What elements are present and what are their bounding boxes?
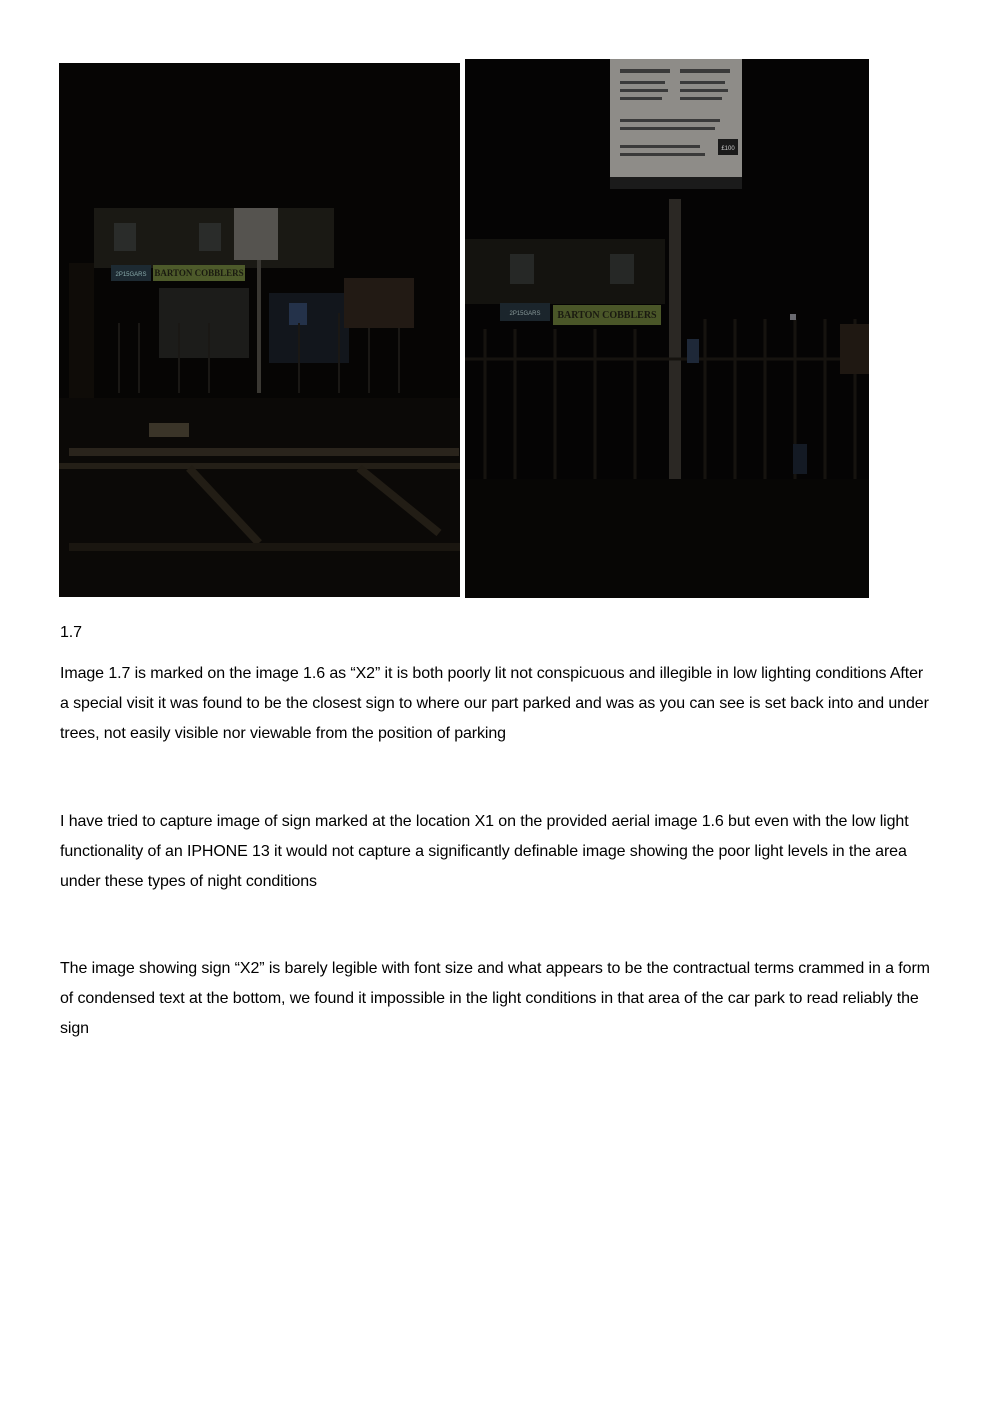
night-photo-right — [465, 59, 869, 598]
night-scene-left — [59, 63, 460, 597]
background-lit-area — [344, 278, 414, 328]
paragraph-text: The image showing sign “X2” is barely legible with font size and what appears to be the contractual terms crammed in a form of condensed text at the bottom, we found it impossible in the light conditions in that area of the car park to read reliably the sign — [60, 960, 930, 1037]
barton-cobblers-sign-text: BARTON COBBLERS — [154, 268, 244, 278]
barrier-rail — [59, 463, 460, 469]
building-wall — [465, 239, 665, 304]
barrier-rail — [69, 448, 459, 456]
section-number-text: 1.7 — [60, 624, 82, 641]
debris — [149, 423, 189, 437]
lit-window — [289, 303, 307, 325]
window — [199, 223, 221, 251]
night-photo-left — [59, 63, 460, 597]
paragraph-2 — [60, 807, 932, 897]
paragraph-text: Image 1.7 is marked on the image 1.6 as “X2” it is both poorly lit not conspicuous and illegible in low lighting conditions After a special visit it was found to be the closest sign to where our part parked and was as you can see is set back into and under trees, not easily visible nor viewable from the position of parking — [60, 665, 929, 742]
parking-sign-board — [234, 208, 278, 260]
background-lit-area — [840, 324, 869, 374]
parking-sign-board — [610, 59, 742, 177]
window — [610, 254, 634, 284]
kerb — [69, 543, 460, 551]
night-scene-right — [465, 59, 869, 598]
ground — [465, 479, 869, 598]
barton-cobblers-sign-text: BARTON COBBLERS — [557, 310, 657, 321]
small-shop-sign-text: 2P15GARS — [115, 272, 147, 278]
section-number — [60, 618, 932, 648]
tree-trunk — [69, 263, 94, 403]
reflection — [793, 444, 807, 474]
small-shop-sign-text: 2P15GARS — [509, 311, 541, 317]
street-light — [790, 314, 796, 320]
paragraph-3 — [60, 954, 932, 1044]
paragraph-text: I have tried to capture image of sign marked at the location X1 on the provided aerial image 1.6 but even with the low light functionality of an IPHONE 13 it would not capture a significantly definable image showing the poor light levels in the area under these types of night conditions — [60, 813, 909, 890]
lit-window — [687, 339, 699, 363]
window — [510, 254, 534, 284]
shop-shutter — [159, 288, 249, 358]
window — [114, 223, 136, 251]
sign-fee-badge-text: £100 — [721, 146, 735, 152]
sign-mount — [610, 177, 742, 189]
paragraph-1 — [60, 659, 932, 749]
shop-window — [269, 293, 349, 363]
